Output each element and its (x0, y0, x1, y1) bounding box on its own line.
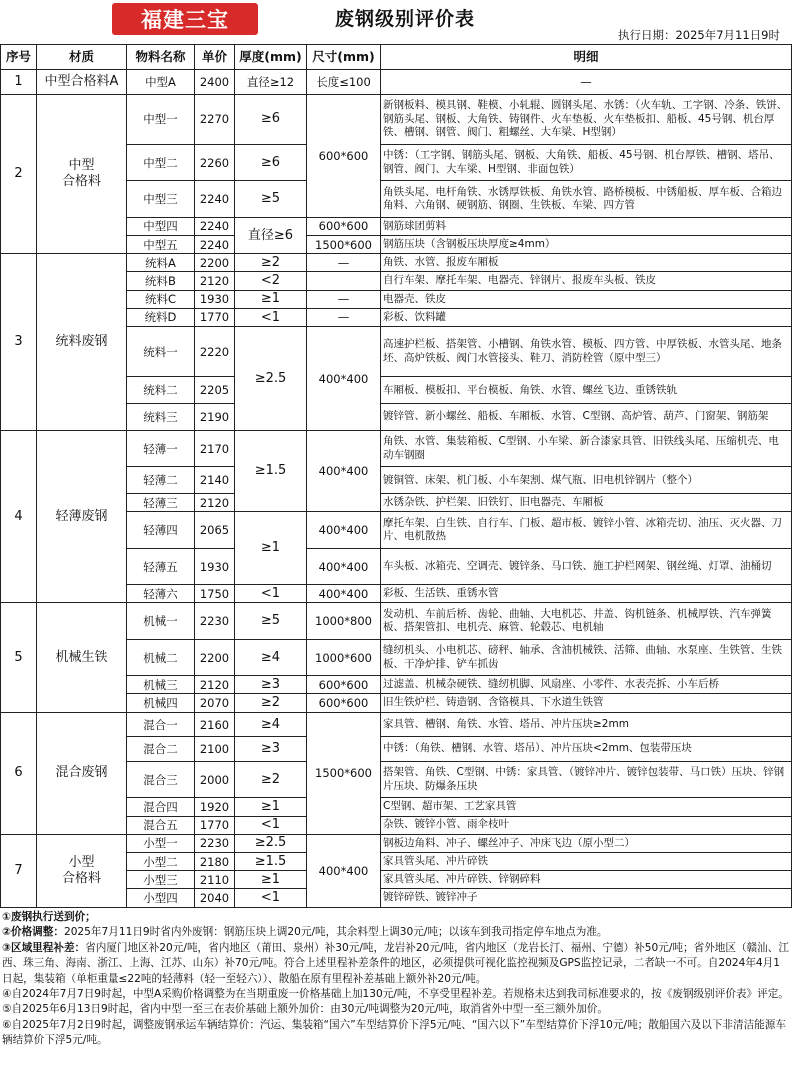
detail-cell: 钢筋压块（含钢板压块厚度≥4mm） (381, 236, 792, 254)
item-name-cell: 统料A (127, 254, 195, 272)
item-name-cell: 轻薄四 (127, 512, 195, 548)
material-cell: 机械生铁 (37, 603, 127, 712)
detail-cell: 家具管、槽钢、角铁、水管、塔吊、冲片压块≥2mm (381, 712, 792, 737)
detail-cell: 车厢板、模板扣、平台模板、角铁、水管、螺丝飞边、重锈铁轨 (381, 377, 792, 404)
price-cell: 2240 (195, 217, 235, 235)
table-row (1, 603, 792, 639)
size-cell: 600*600 (307, 676, 381, 694)
size-cell: 600*600 (307, 94, 381, 217)
price-cell: 2200 (195, 254, 235, 272)
note-item: ②价格调整：2025年7月11日9时省内外废钢：钢筋压块上调20元/吨，其余料型上调30元/吨；以该车到我司指定停车地点为准。 (2, 926, 608, 939)
size-cell: — (307, 308, 381, 326)
detail-cell: C型钢、超市架、工艺家具管 (381, 798, 792, 816)
item-name-cell: 统料三 (127, 404, 195, 431)
detail-cell: 摩托车架、白生铁、自行车、门板、超市板、镀锌小管、冰箱壳切、油压、灭火器、刀片、电机散热 (381, 512, 792, 548)
header-row (1, 45, 792, 70)
page-title: 废钢级别评价表 (334, 8, 475, 30)
item-name-cell: 中型A (127, 70, 195, 95)
row-number: 5 (1, 603, 37, 712)
detail-cell: 镀铜管、床架、机门板、小车架割、煤气瓶、旧电机锌钢片（整个） (381, 467, 792, 494)
thickness-cell: ≥3 (235, 737, 307, 762)
detail-cell: 旧生铁炉栏、铸造钢、含铬模具、下水道生铁管 (381, 694, 792, 712)
thickness-cell: ≥1.5 (235, 430, 307, 511)
execution-date: 执行日期：2025年7月11日9时 (617, 28, 780, 42)
price-cell: 2170 (195, 430, 235, 466)
thickness-cell: ≥6 (235, 145, 307, 181)
price-cell: 2065 (195, 512, 235, 548)
thickness-cell: ≥5 (235, 181, 307, 217)
price-cell: 1930 (195, 548, 235, 584)
size-cell: 长度≤100 (307, 70, 381, 95)
thickness-cell: ≥2 (235, 694, 307, 712)
size-cell: 1500*600 (307, 236, 381, 254)
price-cell: 2180 (195, 853, 235, 871)
header-size: 尺寸(mm) (307, 45, 381, 70)
thickness-cell: ≥6 (235, 94, 307, 144)
item-name-cell: 小型三 (127, 871, 195, 889)
thickness-cell: 直径≥12 (235, 70, 307, 95)
material-cell: 轻薄废钢 (37, 430, 127, 602)
detail-cell: 发动机、车前后桥、齿轮、曲轴、大电机芯、井盖、钩机链条、机械厚铁、汽车弹簧板、搭架管扣、电机壳、麻管、轮毂芯、电机轴 (381, 603, 792, 639)
size-cell: — (307, 254, 381, 272)
thickness-cell: 直径≥6 (235, 217, 307, 253)
item-name-cell: 统料D (127, 308, 195, 326)
item-name-cell: 轻薄二 (127, 467, 195, 494)
header-detail: 明细 (381, 45, 792, 70)
detail-cell: 过滤盖、机械杂硬铁、缝纫机脚、风扇座、小零件、水表壳拆、小车后桥 (381, 676, 792, 694)
material-cell: 混合废钢 (37, 712, 127, 834)
header-no: 序号 (1, 45, 37, 70)
detail-cell: — (381, 70, 792, 95)
price-cell: 2110 (195, 871, 235, 889)
size-cell: 400*400 (307, 430, 381, 511)
size-cell: 400*400 (307, 327, 381, 431)
size-cell: 600*600 (307, 694, 381, 712)
price-cell: 1930 (195, 290, 235, 308)
thickness-cell: <1 (235, 816, 307, 834)
detail-cell: 家具管头尾、冲片碎铁、锌钢碎料 (381, 871, 792, 889)
row-number: 1 (1, 70, 37, 95)
price-cell: 2000 (195, 761, 235, 797)
item-name-cell: 机械三 (127, 676, 195, 694)
thickness-cell: <1 (235, 308, 307, 326)
price-cell: 2205 (195, 377, 235, 404)
thickness-cell: ≥1 (235, 290, 307, 308)
item-name-cell: 中型二 (127, 145, 195, 181)
price-cell: 1770 (195, 308, 235, 326)
price-cell: 2040 (195, 889, 235, 908)
detail-cell: 高速护栏板、搭架管、小槽钢、角铁水管、模板、四方管、中厚铁板、水管头尾、地条坯、高炉铁板、阀门水管接头、鞋刀、消防栓管（原中型三） (381, 327, 792, 377)
detail-cell: 缝纫机头、小电机芯、磅秤、轴承、含油机械铁、活筛、曲轴、水泵座、生铁管、生铁板、干净炉排、铲车抓齿 (381, 639, 792, 675)
table-row (1, 430, 792, 466)
thickness-cell: <1 (235, 889, 307, 908)
item-name-cell: 中型三 (127, 181, 195, 217)
thickness-cell: ≥2.5 (235, 834, 307, 852)
thickness-cell: ≥2 (235, 254, 307, 272)
item-name-cell: 混合四 (127, 798, 195, 816)
detail-cell: 钢筋球团剪料 (381, 217, 792, 235)
price-cell: 2230 (195, 603, 235, 639)
item-name-cell: 统料二 (127, 377, 195, 404)
row-number: 6 (1, 712, 37, 834)
note-item (2, 910, 790, 925)
detail-cell: 镀锌管、新小螺丝、船板、车厢板、水管、C型钢、高炉管、葫芦、门窗架、钢筋架 (381, 404, 792, 431)
item-name-cell: 小型二 (127, 853, 195, 871)
note-item: ⑥自2025年7月2日9时起，调整废钢承运车辆结算价：汽运、集装箱“国六”车型结算价下浮5元/吨、“国六以下”车型结算价下浮10元/吨；散船国六及以下非清洁能源车辆结算价下浮5元/吨。 (2, 1018, 786, 1047)
table-row (1, 712, 792, 737)
material-cell: 小型 合格料 (37, 834, 127, 907)
item-name-cell: 混合五 (127, 816, 195, 834)
notes-section (2, 910, 790, 1049)
item-name-cell: 中型五 (127, 236, 195, 254)
row-number: 3 (1, 254, 37, 431)
size-cell: 400*400 (307, 512, 381, 548)
item-name-cell: 中型四 (127, 217, 195, 235)
table-row (1, 834, 792, 852)
size-cell (307, 272, 381, 290)
note-label: ①废钢执行送到价； (2, 911, 96, 923)
thickness-cell: ≥4 (235, 639, 307, 675)
detail-cell: 新钢板料、模具钢、鞋模、小轧辊、圆钢头尾、水锈：（火车轨、工字钢、冷条、铁饼、钢筋头尾、钢板、大角铁、铸钢件、火车垫板、火车垫板扣、船板、45号钢、机台厚铁、槽钢、钢管、阀门、粗螺丝、大车梁、H型钢） (381, 94, 792, 144)
note-label: ②价格调整： (2, 926, 64, 939)
thickness-cell: ≥4 (235, 712, 307, 737)
price-cell: 2120 (195, 272, 235, 290)
size-cell: 600*600 (307, 217, 381, 235)
size-cell: 400*400 (307, 548, 381, 584)
item-name-cell: 混合一 (127, 712, 195, 737)
size-cell: 1000*600 (307, 639, 381, 675)
size-cell: — (307, 290, 381, 308)
grade-table (0, 44, 792, 908)
item-name-cell: 混合三 (127, 761, 195, 797)
size-cell: 1500*600 (307, 712, 381, 834)
price-cell: 2160 (195, 712, 235, 737)
detail-cell: 电器壳、铁皮 (381, 290, 792, 308)
price-cell: 2400 (195, 70, 235, 95)
thickness-cell: ≥1.5 (235, 853, 307, 871)
note-item: ④自2024年7月7日9时起，中型A采购价格调整为在当期重废一价格基础上加130元/吨，不享受里程补差。若规格未达到我司标准要求的，按《废钢级别评价表》评定。 (2, 988, 789, 1001)
price-cell: 2240 (195, 236, 235, 254)
thickness-cell: <1 (235, 585, 307, 603)
thickness-cell: ≥2.5 (235, 327, 307, 431)
size-cell: 400*400 (307, 834, 381, 907)
price-cell: 1920 (195, 798, 235, 816)
logo-watermark: 福建三宝 (112, 3, 258, 35)
item-name-cell: 统料一 (127, 327, 195, 377)
size-cell: 1000*800 (307, 603, 381, 639)
table-row (1, 94, 792, 144)
table-row (1, 70, 792, 95)
row-number: 2 (1, 94, 37, 254)
header-thickness: 厚度(mm) (235, 45, 307, 70)
detail-cell: 角铁、水管、报废车厢板 (381, 254, 792, 272)
price-cell: 2120 (195, 676, 235, 694)
detail-cell: 车头板、冰箱壳、空调壳、镀锌条、马口铁、施工护栏网架、钢丝绳、灯罩、油桶切 (381, 548, 792, 584)
item-name-cell: 混合二 (127, 737, 195, 762)
thickness-cell: ≥2 (235, 761, 307, 797)
detail-cell: 彩板、生活铁、重锈水管 (381, 585, 792, 603)
price-cell: 2190 (195, 404, 235, 431)
table-row (1, 254, 792, 272)
item-name-cell: 机械二 (127, 639, 195, 675)
item-name-cell: 统料C (127, 290, 195, 308)
thickness-cell: ≥1 (235, 798, 307, 816)
row-number: 4 (1, 430, 37, 602)
note-label: ③区域里程补差： (2, 941, 86, 954)
item-name-cell: 统料B (127, 272, 195, 290)
item-name-cell: 轻薄三 (127, 494, 195, 512)
price-cell: 2260 (195, 145, 235, 181)
detail-cell: 杂铁、镀锌小管、雨伞枝叶 (381, 816, 792, 834)
item-name-cell: 机械四 (127, 694, 195, 712)
item-name-cell: 中型一 (127, 94, 195, 144)
header-material: 材质 (37, 45, 127, 70)
item-name-cell: 小型四 (127, 889, 195, 908)
price-cell: 1750 (195, 585, 235, 603)
detail-cell: 角铁、水管、集装箱板、C型钢、小车梁、新合漆家具管、旧铁线头尾、压缩机壳、电动车钢圈 (381, 430, 792, 466)
row-number: 7 (1, 834, 37, 907)
price-cell: 1770 (195, 816, 235, 834)
item-name-cell: 小型一 (127, 834, 195, 852)
detail-cell: 家具管头尾、冲片碎铁 (381, 853, 792, 871)
detail-cell: 钢板边角料、冲子、螺丝冲子、冲床飞边（原小型二） (381, 834, 792, 852)
header-item: 物料名称 (127, 45, 195, 70)
price-cell: 2120 (195, 494, 235, 512)
detail-cell: 中锈：（工字钢、钢筋头尾、钢板、大角铁、船板、45号钢、机台厚铁、槽钢、塔吊、钢管、阀门、大车梁、H型钢、非面包铁） (381, 145, 792, 181)
price-cell: 2240 (195, 181, 235, 217)
detail-cell: 搭架管、角铁、C型钢、中锈：家具管、（镀锌冲片、镀锌包装带、马口铁）压块、锌钢片压块、防爆条压块 (381, 761, 792, 797)
price-cell: 2270 (195, 94, 235, 144)
note-item: ⑤自2025年6月13日9时起，省内中型一至三在表价基础上额外加价：由30元/吨调整为20元/吨，取消省外中型一至三额外加价。 (2, 1003, 609, 1016)
material-cell: 中型 合格料 (37, 94, 127, 254)
material-cell: 统料废钢 (37, 254, 127, 431)
item-name-cell: 轻薄一 (127, 430, 195, 466)
thickness-cell: ≥1 (235, 512, 307, 585)
material-cell: 中型合格料A (37, 70, 127, 95)
thickness-cell: ≥3 (235, 676, 307, 694)
price-cell: 2100 (195, 737, 235, 762)
price-cell: 2230 (195, 834, 235, 852)
detail-cell: 彩板、饮料罐 (381, 308, 792, 326)
price-cell: 2200 (195, 639, 235, 675)
detail-cell: 中锈：（角铁、槽钢、水管、塔吊）、冲片压块<2mm、包装带压块 (381, 737, 792, 762)
size-cell: 400*400 (307, 585, 381, 603)
thickness-cell: ≥1 (235, 871, 307, 889)
thickness-cell: <2 (235, 272, 307, 290)
item-name-cell: 轻薄五 (127, 548, 195, 584)
detail-cell: 镀锌碎铁、镀锌冲子 (381, 889, 792, 908)
detail-cell: 角铁头尾、电杆角铁、水锈厚铁板、角铁水管、路桥模板、中锈船板、厚车板、合箱边角料、六角钢、硬钢筋、钢圈、生铁板、车梁、四方管 (381, 181, 792, 217)
detail-cell: 自行车架、摩托车架、电器壳、锌钢片、报废车头板、铁皮 (381, 272, 792, 290)
price-cell: 2220 (195, 327, 235, 377)
thickness-cell: ≥5 (235, 603, 307, 639)
price-cell: 2070 (195, 694, 235, 712)
note-item: ③区域里程补差：省内厦门地区补20元/吨，省内地区（莆田、泉州）补30元/吨，龙岩补20元/吨，省内地区（龙岩长汀、福州、宁德）补50元/吨；省外地区（赣汕、江西、珠三角、海南、浙江、上海、江苏、山东）补70元/吨。符合上述里程补差条件的地区，必须提供可视化监控视频及GPS监控记录，二者缺一不可。自2024年4月1日起，集装箱（单柜重量≤22吨的轻薄料（轻一至轻六））、散船在原有里程补差基础上额外补20元/吨。 (2, 941, 789, 985)
item-name-cell: 机械一 (127, 603, 195, 639)
price-cell: 2140 (195, 467, 235, 494)
item-name-cell: 轻薄六 (127, 585, 195, 603)
detail-cell: 水锈杂铁、护栏架、旧铁钉、旧电器壳、车厢板 (381, 494, 792, 512)
header-price: 单价 (195, 45, 235, 70)
